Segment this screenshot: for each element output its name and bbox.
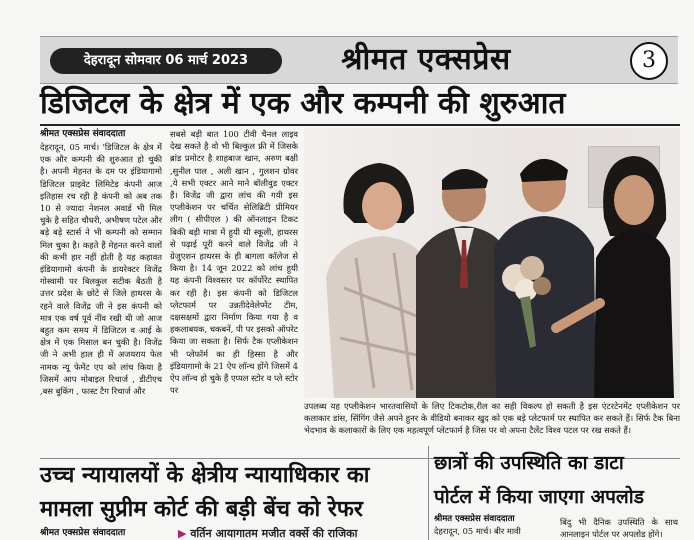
lower-left-headline-line-2: मामला सुप्रीम कोर्ट की बड़ी बेंच को रेफर xyxy=(40,497,363,522)
photo-caption-text: उपलब्ध यह एप्लीकेशन भारतवासियों के लिए टिकटोक,रील का सही विकल्प हो सकती है इस एंटरटेनमेंट एप्लीकेशन पर कलाकार डांस, सिंगिंग जैसे अपने हुनर के वीडियो बनाकर खुद को एक बड़े प्लेटफार्म पर स्थापित कर सकते हैं। सिर्फ टैक बिना भेदभाव के कलाकारों के लिए एक महत्वपूर्ण प्लेटफार्म है जिस पर वो अपना टैलेंट विश्व पटल पर रख सकते हैं। xyxy=(304,401,680,436)
news-photo xyxy=(304,128,680,398)
masthead xyxy=(40,36,678,84)
newspaper-name: श्रीमत एक्सप्रेस xyxy=(341,42,511,77)
main-headline: डिजिटल के क्षेत्र में एक और कम्पनी की शुरुआत xyxy=(40,86,566,121)
lower-mid-headline xyxy=(178,527,357,540)
main-column-2: सबसे बड़ी बात 100 टीवी चैनल लाइव देख सकते है वो भी बिल्कुल फ्री में जिसके ब्रांड प्रमोटर है शाहबाज खान, अरुण बक्षी ,सुनील पाल , अली खान , गुलशन ग्रोवर ,ये सभी एक्टर आने माने बॉलीवुड एक्टर हैं। विजेंद्र जी द्वारा लांच की गयी इस एप्लीकेशन पर चर्चित सेलिब्रिटी प्रीमियर लीग ( सीपीएल ) की ऑनलाइन टिकट बिकी बड़ी मात्रा में हुयी थी स्कूली, हाथरस से पढ़ाई पूरी करने वाले विजेंद्र जी ने ग्रेजुएशन हाथरस के ही बागला कॉलेज से किया है। 14 जून 2022 को लांच हुयी यह कंपनी विश्वस्तर पर कॉर्पोरेट स्थापित कर रही है। इस कंपनी को डिजिटल प्लेटफार्म पर उन्नतीदेवेलेप्मेंट टीम, दक्षसक्षमों द्वारा निर्माण किया गया है व हकलाबयक, चकबनें, पी पर इसको ऑपरेट किया जा सकता है। सिर्फ टैक एप्लीकेशन भी प्लेफॉर्म का ही हिस्सा है और इंडियागामो के 21 ऐप लॉन्च होंगे जिसमें 4 ऐप लॉन्च हो चुके हैं एप्पल स्टोर व प्ले स्टोर पर xyxy=(170,129,298,396)
lower-right-side-text: बिंदु भी दैनिक उपस्थिति के साथ आनलाइन पोर्टल पर अपलोड होंगे। xyxy=(560,517,678,540)
lower-right-headline-line-2: पोर्टल में किया जाएगा अपलोड xyxy=(434,486,644,508)
edition-date: देहरादून सोमवार 06 मार्च 2023 xyxy=(50,48,282,74)
lower-right-byline: श्रीमत एक्सप्रेस संवाददाता xyxy=(434,514,515,524)
lower-left-headline-line-1: उच्च न्यायालयों के क्षेत्रीय न्यायाधिकार का xyxy=(40,463,370,488)
lower-right-lead: देहरादून, 05 मार्च। बीर मावी xyxy=(434,526,521,536)
lower-mid-headline-text: वर्तिन आयागातम मजीत वर्क्से की राजिका xyxy=(190,527,358,540)
main-column-1: देहरादून, 05 मार्च। 'डिजिटल के क्षेत्र में एक और कम्पनी की शुरुआत हो चुकी है। अपनी मेहनत के दम पर इंडियागामो डिजिटल प्राइवेट लिमिटेड कंपनी आज इतिहास रच रही है कंपनी को अब तक 10 से ज्यादा नेशनल अवार्ड भी मिल चुके है सहित चौधरी, अभीषण पटेल और बड़े बड़े स्टार्स ने भी कम्पनी को सम्मान मिल चुका है। कहते हैं मेहनत करने वालों की कभी हार नहीं होती है यह कहावत इंडियागामो कंपनी के डायरेक्टर विजेंद्र गोस्वामी पर बिलकुल सटीक बैठती है उत्तर प्रदेश के छोटे से जिले हाथरस के रहने वाले विजेंद्र जी ने इस कंपनी को मात्र एक वर्ष पूर्व नींव रखी थी जो आज बहुत कम समय में डिजिटल व आई के क्षेत्र में एक मिसाल बन चुकी है। विजेंद्र जी ने अभी हाल ही में अजयराय फेल नामक न्यू फेमेंट एप को लांच किया है जिसमें आप मोबाइल रिचार्ज , डीटीएच ,बस बुकिंग , फास्ट टैग रिचार्ज और xyxy=(40,142,162,397)
lower-left-byline: श्रीमत एक्सप्रेस संवाददाता xyxy=(40,528,126,538)
bullet-icon: ▶ xyxy=(178,527,187,540)
page-number: 3 xyxy=(630,42,668,80)
main-byline: श्रीमत एक्सप्रेस संवाददाता xyxy=(40,129,126,139)
photo-people xyxy=(304,128,680,398)
lower-right-headline-line-1: छात्रों की उपस्थिति का डाटा xyxy=(434,452,624,474)
headline-rule xyxy=(40,124,680,126)
lower-right-divider xyxy=(428,446,429,540)
